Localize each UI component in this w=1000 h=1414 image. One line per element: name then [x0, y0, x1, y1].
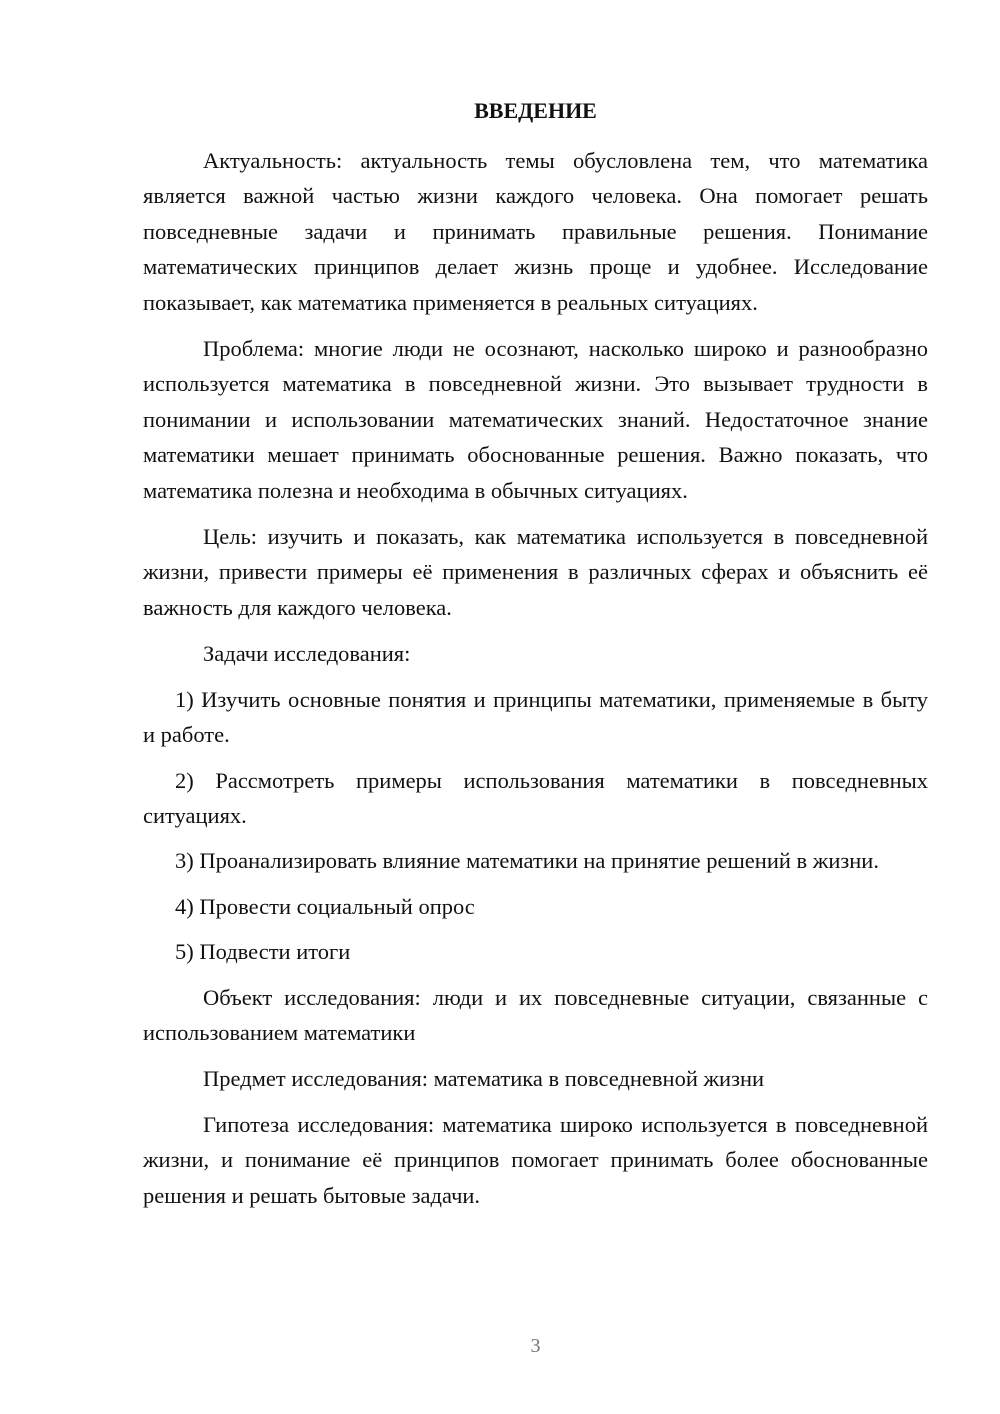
- task-item-5: 5) Подвести итоги: [175, 939, 351, 965]
- document-body: [143, 143, 928, 1224]
- page-number: 3: [530, 1335, 541, 1357]
- task-item-1: 1) Изучить основные понятия и принципы математики, применяемые в быту и работе.: [143, 686, 928, 748]
- paragraph-object: Объект исследования: люди и их повседневные ситуации, связанные с использованием математики: [143, 984, 928, 1045]
- document-title: ВВЕДЕНИЕ: [474, 98, 597, 123]
- task-item-4: 4) Провести социальный опрос: [175, 893, 475, 919]
- paragraph-goal: Цель: изучить и показать, как математика используется в повседневной жизни, привести примеры её применения в различных сферах и объяснить её важность для каждого человека.: [143, 524, 928, 620]
- paragraph-relevance: Актуальность: актуальность темы обусловлена тем, что математика является важной частью жизни каждого человека. Она помогает решать повседневные задачи и принимать правильные решения. Понимание математических принципов делает жизнь проще и удобнее. Исследование показывает, как математика применяется в реальных ситуациях.: [143, 148, 928, 315]
- paragraph-hypothesis: Гипотеза исследования: математика широко используется в повседневной жизни, и понимание её принципов помогает принимать более обоснованные решения и решать бытовые задачи.: [143, 1111, 928, 1208]
- task-item-2: 2) Рассмотреть примеры использования математики в повседневных ситуациях.: [143, 767, 928, 828]
- paragraph-subject: Предмет исследования: математика в повседневной жизни: [203, 1066, 765, 1092]
- task-item-3: 3) Проанализировать влияние математики на принятие решений в жизни.: [175, 848, 879, 874]
- paragraph-tasks-heading: Задачи исследования:: [203, 641, 411, 667]
- paragraph-problem: Проблема: многие люди не осознают, насколько широко и разнообразно используется математика в повседневной жизни. Это вызывает трудности в понимании и использовании математических знаний. Недостаточное знание математики мешает принимать обоснованные решения. Важно показать, что математика полезна и необходима в обычных ситуациях.: [143, 336, 928, 503]
